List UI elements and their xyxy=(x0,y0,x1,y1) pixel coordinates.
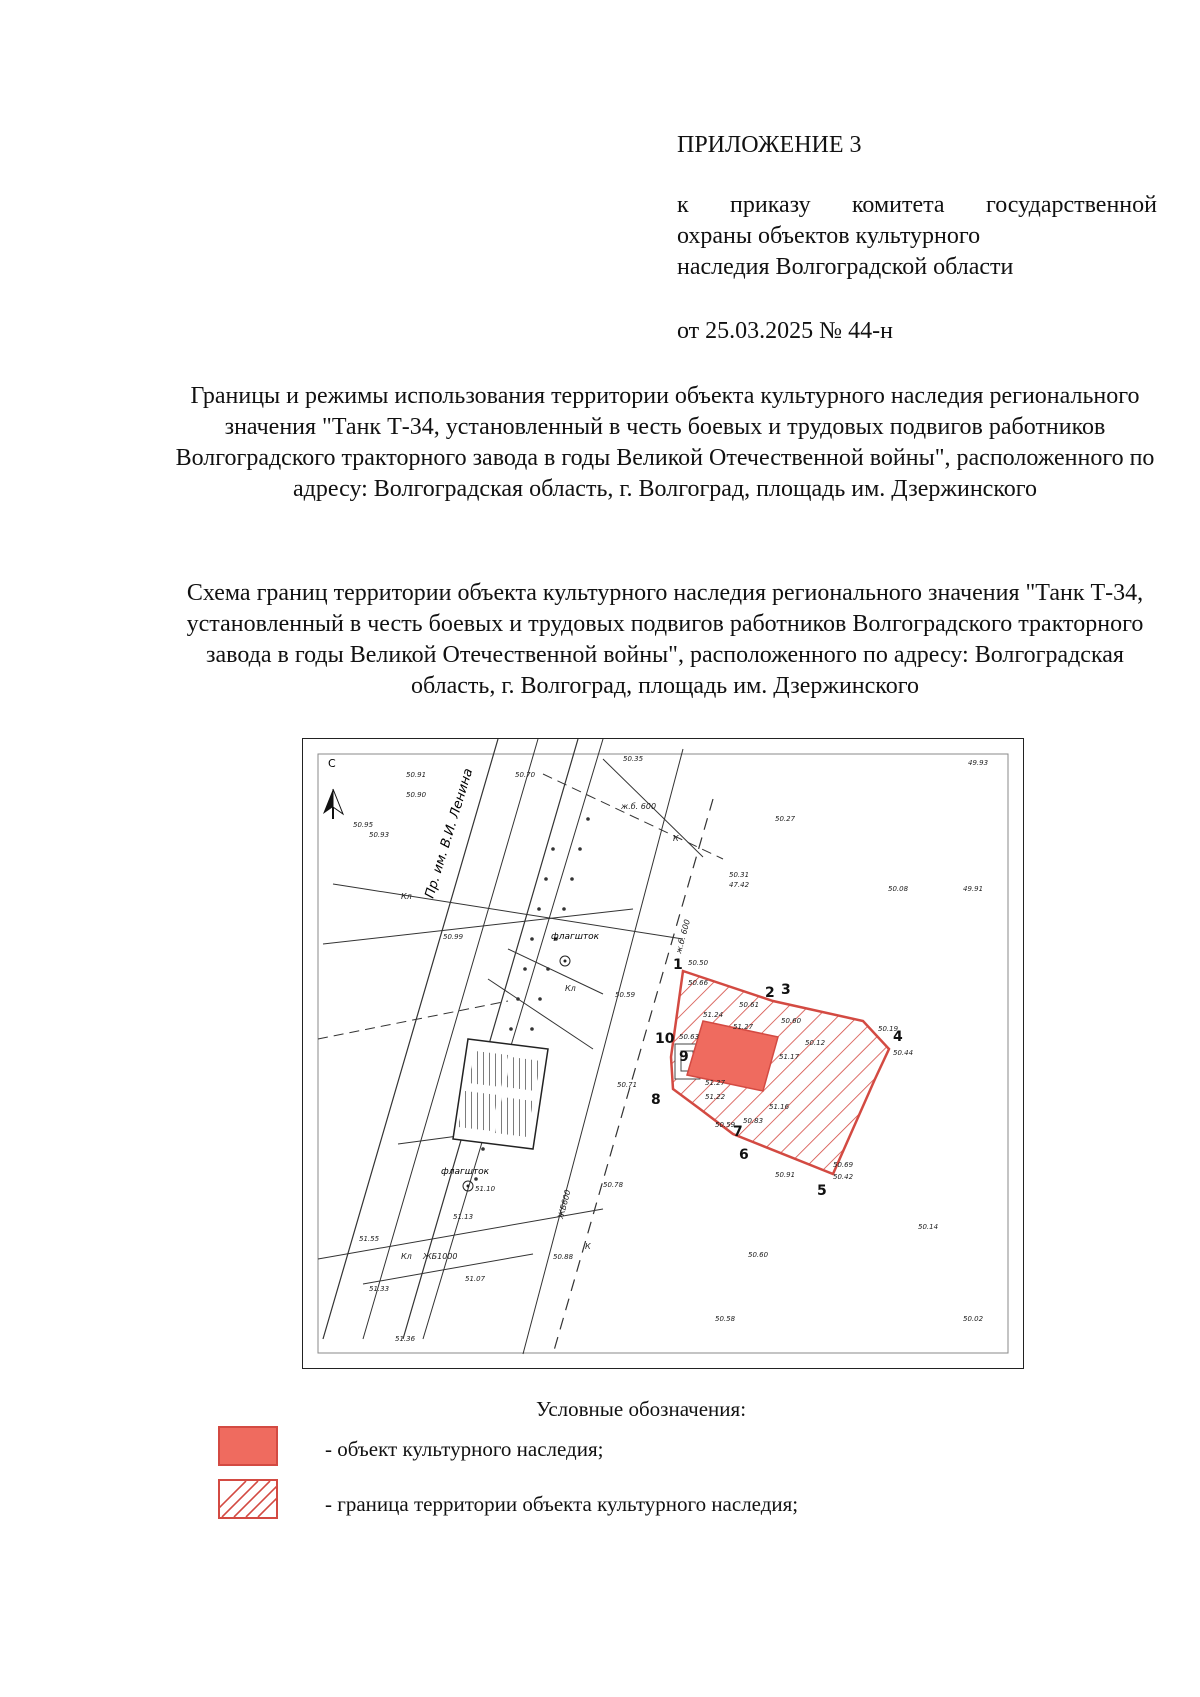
legend-object-swatch xyxy=(218,1426,278,1466)
elevation-mark: 50.93 xyxy=(369,831,390,839)
elevation-mark: 50.35 xyxy=(623,755,644,763)
cable-label: ЖБ1000 xyxy=(423,1252,458,1261)
point-label-1: 1 xyxy=(673,957,683,973)
elevation-mark: 49.93 xyxy=(968,759,989,767)
cable-label: ЖБ600 xyxy=(556,1188,573,1220)
elevation-mark: 47.42 xyxy=(729,881,750,889)
scheme-title: Схема границ территории объекта культурного наследия регионального значения "Танк Т-34, установленный в честь боевых и трудовых подвигов работников Волгоградского тракторного завода в годы Великой Отечественной войны", расположенного по адресу: Волгоградская область, г. Волгоград, площадь им. Дзержинского xyxy=(186,580,1144,699)
elevation-mark: 50.02 xyxy=(963,1315,984,1323)
boundary-map xyxy=(302,738,1024,1369)
elevation-mark: 50.69 xyxy=(833,1161,854,1169)
elevation-mark: 50.88 xyxy=(553,1253,574,1261)
legend-object-label: - объект культурного наследия; xyxy=(325,1437,604,1461)
cable-label: ж.б. 600 xyxy=(674,918,693,955)
order-line-2: охраны объектов культурного xyxy=(677,223,981,249)
point-label-3: 3 xyxy=(781,982,791,998)
elevation-mark: 50.71 xyxy=(617,1081,638,1089)
elevation-mark: 49.91 xyxy=(963,885,984,893)
elevation-mark: 51.07 xyxy=(465,1275,486,1283)
elevation-mark: 51.22 xyxy=(705,1093,726,1101)
point-label-4: 4 xyxy=(893,1029,903,1045)
legend-territory-swatch xyxy=(218,1479,278,1519)
point-label-5: 5 xyxy=(817,1183,827,1199)
elevation-mark: 50.59 xyxy=(715,1121,736,1129)
point-label-10: 10 xyxy=(655,1031,675,1047)
elevation-mark: 50.95 xyxy=(353,821,374,829)
elevation-mark: 51.10 xyxy=(475,1185,496,1193)
street-label: Пр. им. В.И. Ленина xyxy=(422,766,477,901)
flagpole-label-1: флагшток xyxy=(551,932,600,942)
elevation-mark: 50.12 xyxy=(805,1039,826,1047)
elevation-mark: 50.90 xyxy=(406,791,427,799)
cable-label: Кл xyxy=(565,984,576,993)
elevation-mark: 50.19 xyxy=(878,1025,899,1033)
point-label-7: 7 xyxy=(733,1124,743,1140)
order-date: от 25.03.2025 № 44-н xyxy=(677,318,893,344)
elevation-mark: 50.70 xyxy=(515,771,536,779)
elevation-mark: 50.91 xyxy=(775,1171,796,1179)
point-label-6: 6 xyxy=(739,1147,749,1163)
elevation-mark: 50.08 xyxy=(888,885,909,893)
elevation-mark: 51.55 xyxy=(359,1235,380,1243)
elevation-mark: 51.13 xyxy=(453,1213,474,1221)
elevation-mark: 50.59 xyxy=(615,991,636,999)
order-line-3: наследия Волгоградской области xyxy=(677,254,1014,280)
elevation-mark: 50.50 xyxy=(688,959,709,967)
elevation-mark: 50.27 xyxy=(775,815,796,823)
point-label-8: 8 xyxy=(651,1092,661,1108)
point-label-2: 2 xyxy=(765,985,775,1001)
cable-label: Кл xyxy=(401,1252,412,1261)
elevation-mark: 50.60 xyxy=(781,1017,802,1025)
order-reference xyxy=(677,190,1157,283)
elevation-mark: 50.31 xyxy=(729,871,750,879)
hatch-pattern-icon xyxy=(220,1481,276,1517)
elevation-mark: 51.27 xyxy=(733,1023,754,1031)
north-arrow-icon xyxy=(323,789,343,819)
elevation-mark: 51.17 xyxy=(779,1053,800,1061)
cable-label: К xyxy=(585,1242,591,1251)
cable-label: К xyxy=(673,834,679,843)
document-title: Границы и режимы использования территории объекта культурного наследия регионального значения "Танк Т-34, установленный в честь боевых и трудовых подвигов работников Волгоградского тракторного завода в годы Великой Отечественной войны", расположенного по адресу: Волгоградская область, г. Волгоград, площадь им. Дзержинского xyxy=(175,383,1155,502)
appendix-number: ПРИЛОЖЕНИЕ 3 xyxy=(677,132,862,158)
elevation-mark: 50.83 xyxy=(743,1117,764,1125)
order-line-1: к приказу комитета государственной xyxy=(677,192,1157,218)
flagpole-label-2: флагшток xyxy=(441,1167,490,1177)
elevation-mark: 50.60 xyxy=(748,1251,769,1259)
cable-label: ж.б. 600 xyxy=(621,802,657,811)
elevation-mark: 50.91 xyxy=(406,771,427,779)
elevation-mark: 51.16 xyxy=(769,1103,790,1111)
legend-title: Условные обозначения: xyxy=(536,1397,747,1421)
legend-territory-label: - граница территории объекта культурного наследия; xyxy=(325,1492,799,1516)
elevation-mark: 50.14 xyxy=(918,1223,939,1231)
north-label: С xyxy=(328,757,336,770)
square-area xyxy=(453,1039,548,1149)
elevation-mark: 50.61 xyxy=(739,1001,760,1009)
elevation-mark: 50.63 xyxy=(679,1033,700,1041)
elevation-mark: 50.58 xyxy=(715,1315,736,1323)
elevation-mark: 50.99 xyxy=(443,933,464,941)
elevation-mark: 50.44 xyxy=(893,1049,914,1057)
elevation-mark: 51.27 xyxy=(705,1079,726,1087)
elevation-mark: 50.42 xyxy=(833,1173,854,1181)
map-svg xyxy=(303,739,1023,1368)
elevation-mark: 51.24 xyxy=(703,1011,724,1019)
elevation-mark: 50.78 xyxy=(603,1181,624,1189)
elevation-mark: 50.66 xyxy=(688,979,709,987)
elevation-mark: 51.36 xyxy=(395,1335,416,1343)
elevation-mark: 51.33 xyxy=(369,1285,390,1293)
cable-label: Кл xyxy=(401,892,412,901)
point-label-9: 9 xyxy=(679,1049,689,1065)
